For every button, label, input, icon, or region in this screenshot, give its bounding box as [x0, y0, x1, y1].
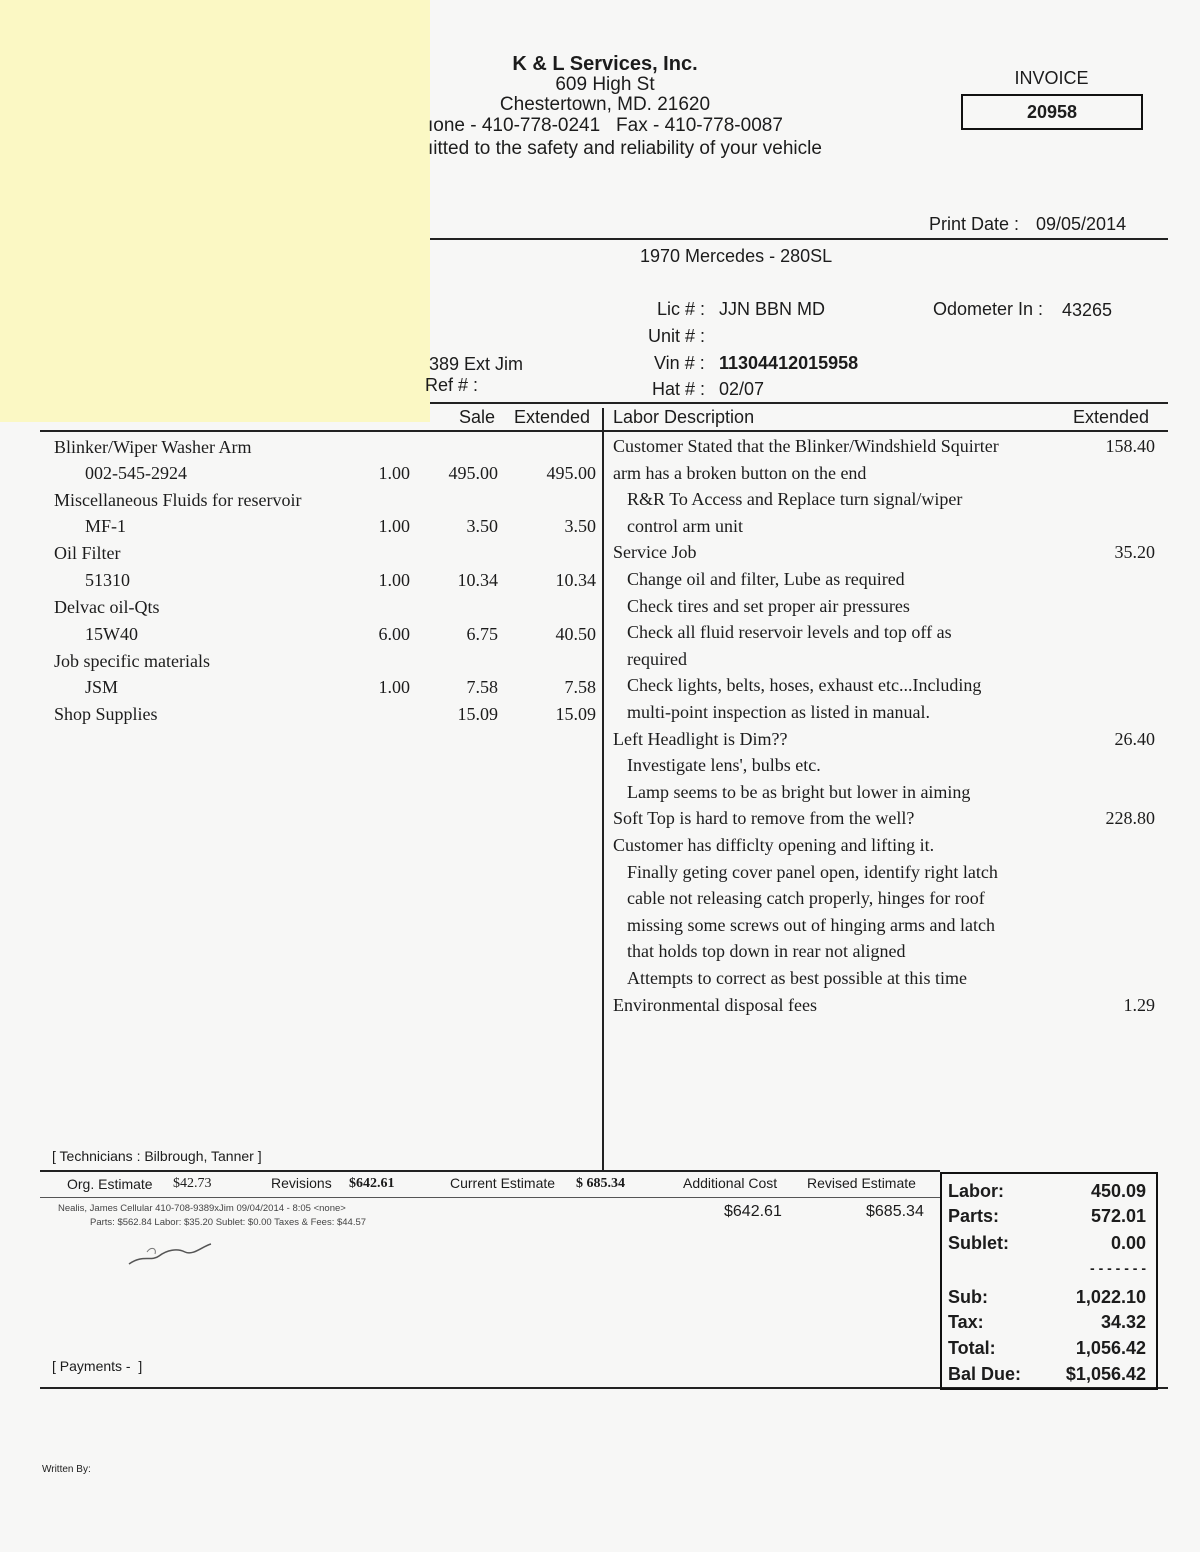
part-extended: 10.34 — [555, 570, 596, 590]
labor-line: Customer has difficlty opening and lifting it. — [613, 835, 935, 855]
part-desc: Miscellaneous Fluids for reservoir — [54, 490, 302, 510]
estimate-note-line-1: Nealis, James Cellular 410-708-9389xJim 09/04/2014 - 8:05 <none> — [58, 1203, 346, 1214]
part-extended: 495.00 — [546, 463, 596, 483]
part-desc: Job specific materials — [54, 651, 210, 671]
part-sale: 3.50 — [466, 516, 498, 536]
print-date: 09/05/2014 — [1036, 214, 1127, 234]
part-extended: 40.50 — [555, 624, 596, 644]
labor-line: arm has a broken button on the end — [613, 462, 867, 483]
lic-label: Lic # : — [657, 299, 706, 319]
labor-line: Attempts to correct as best possible at this time — [627, 968, 967, 988]
labor-line: Lamp seems to be as bright but lower in aiming — [627, 781, 971, 802]
part-desc: Blinker/Wiper Washer Arm — [54, 437, 252, 457]
parts-total-value: 572.01 — [1090, 1206, 1146, 1226]
estimate-top-divider — [40, 1170, 940, 1172]
part-qty: 1.00 — [378, 516, 410, 536]
labor-line: R&R To Access and Replace turn signal/wiper — [627, 489, 963, 510]
grand-total-label: Total: — [948, 1338, 996, 1358]
odometer-label: Odometer In : — [933, 299, 1044, 319]
part-number: JSM — [85, 677, 119, 697]
labor-line: Check lights, belts, hoses, exhaust etc...Including — [627, 675, 982, 696]
lic-value: JJN BBN MD — [719, 299, 826, 319]
part-extended: 3.50 — [564, 516, 596, 536]
part-number: 51310 — [85, 570, 130, 590]
hat-label: Hat # : — [652, 379, 706, 399]
col-labor-header: Labor Description — [613, 407, 755, 427]
technicians: [ Technicians : Bilbrough, Tanner ] — [52, 1148, 262, 1164]
company-city: Chestertown, MD. 21620 — [499, 94, 711, 115]
labor-line: Service Job — [613, 542, 697, 563]
totals-separator: - - - - - - - — [1090, 1260, 1146, 1276]
labor-line: Change oil and filter, Lube as required — [627, 569, 905, 589]
labor-line: Check tires and set proper air pressures — [627, 595, 910, 616]
labor-line: Environmental disposal fees — [613, 994, 817, 1015]
additional-cost-label: Additional Cost — [683, 1175, 778, 1191]
revised-estimate-value: $685.34 — [866, 1203, 924, 1220]
estimate-row-divider — [40, 1197, 940, 1198]
balance-due-label: Bal Due: — [948, 1364, 1022, 1384]
payments: [ Payments - ] — [52, 1358, 143, 1374]
revised-estimate-label: Revised Estimate — [807, 1175, 916, 1191]
labor-line: required — [627, 648, 687, 669]
revisions-value: $642.61 — [349, 1176, 395, 1191]
grand-total-value: 1,056.42 — [1075, 1338, 1146, 1358]
part-extended: 7.58 — [564, 677, 596, 697]
labor-line: Check all fluid reservoir levels and top off as — [627, 622, 952, 643]
current-estimate-value: $ 685.34 — [576, 1176, 625, 1191]
org-estimate-value: $42.73 — [173, 1176, 212, 1191]
labor-line: Soft Top is hard to remove from the well? — [613, 808, 915, 829]
part-sale: 495.00 — [448, 463, 498, 483]
company-name: K & L Services, Inc. — [512, 53, 698, 75]
org-estimate-label: Org. Estimate — [67, 1176, 153, 1192]
additional-cost-value: $642.61 — [724, 1203, 782, 1220]
ref-label: Ref # : — [425, 375, 479, 395]
tax-value: 34.32 — [1100, 1312, 1146, 1332]
sub-total-label: Sub: — [948, 1287, 988, 1307]
part-desc: Delvac oil-Qts — [54, 597, 160, 617]
shop-supplies-sale: 15.09 — [457, 704, 498, 724]
part-qty: 1.00 — [378, 463, 410, 483]
shop-supplies-desc: Shop Supplies — [54, 704, 158, 724]
labor-line: Investigate lens', bulbs etc. — [627, 755, 821, 776]
company-street: 609 High St — [555, 74, 655, 95]
tax-label: Tax: — [948, 1312, 984, 1332]
vehicle-description: 1970 Mercedes - 280SL — [640, 246, 833, 266]
part-qty: 1.00 — [378, 570, 410, 590]
sublet-total-value: 0.00 — [1110, 1233, 1146, 1253]
labor-amount: 228.80 — [1105, 808, 1155, 829]
labor-line: Left Headlight is Dim?? — [613, 728, 788, 749]
part-qty: 6.00 — [378, 624, 410, 644]
odometer-value: 43265 — [1062, 300, 1113, 320]
labor-amount: 1.29 — [1123, 994, 1155, 1015]
initials-scribble — [125, 1240, 215, 1270]
part-sale: 6.75 — [466, 624, 498, 644]
labor-line: control arm unit — [627, 515, 743, 536]
labor-line: multi-point inspection as listed in manual. — [627, 702, 930, 722]
part-sale: 7.58 — [466, 677, 498, 697]
sub-total-value: 1,022.10 — [1075, 1287, 1146, 1307]
balance-due-value: $1,056.42 — [1065, 1364, 1146, 1384]
customer-ext: 389 Ext Jim — [429, 354, 524, 374]
part-number: 15W40 — [85, 624, 138, 644]
shop-supplies-extended: 15.09 — [555, 704, 596, 724]
company-slogan: ıitted to the safety and reliability of your vehicle — [428, 138, 822, 159]
col-extended-header: Extended — [514, 407, 591, 427]
labor-line: that holds top down in rear not aligned — [627, 941, 906, 962]
labor-total-label: Labor: — [948, 1181, 1004, 1201]
col-sale-header: Sale — [459, 407, 496, 427]
unit-label: Unit # : — [648, 326, 706, 346]
parts-labor-divider — [602, 408, 604, 1172]
part-qty: 1.00 — [378, 677, 410, 697]
revisions-label: Revisions — [271, 1175, 332, 1191]
col-labor-extended-header: Extended — [1073, 407, 1150, 427]
written-by-label: Written By: — [42, 1464, 91, 1475]
part-sale: 10.34 — [457, 570, 498, 590]
vin-label: Vin # : — [654, 353, 705, 373]
estimate-note-line-2: Parts: $562.84 Labor: $35.20 Sublet: $0.00 Taxes & Fees: $44.57 — [90, 1217, 367, 1228]
labor-amount: 35.20 — [1114, 542, 1155, 563]
labor-line: Finally geting cover panel open, identify right latch — [627, 861, 998, 882]
parts-list — [0, 0, 602, 760]
labor-total-value: 450.09 — [1090, 1181, 1146, 1201]
invoice-number: 20958 — [961, 94, 1143, 130]
labor-amount: 158.40 — [1105, 436, 1155, 456]
part-number: MF-1 — [85, 516, 127, 536]
part-desc: Oil Filter — [54, 543, 121, 563]
labor-line: cable not releasing catch properly, hinges for roof — [627, 888, 985, 909]
current-estimate-label: Current Estimate — [450, 1175, 556, 1191]
hat-value: 02/07 — [719, 379, 765, 399]
invoice-label: INVOICE — [1014, 68, 1089, 88]
parts-total-label: Parts: — [948, 1206, 1000, 1226]
labor-line: missing some screws out of hinging arms and latch — [627, 914, 995, 935]
print-date-label: Print Date : — [929, 214, 1020, 234]
vin-value: 11304412015958 — [719, 353, 859, 373]
company-phone: ıone - 410-778-0241 Fax - 410-778-0087 — [428, 115, 783, 136]
labor-line: Customer Stated that the Blinker/Windshield Squirter — [613, 436, 999, 456]
part-number: 002-545-2924 — [85, 463, 187, 483]
sublet-total-label: Sublet: — [948, 1233, 1009, 1253]
labor-amount: 26.40 — [1114, 728, 1155, 749]
